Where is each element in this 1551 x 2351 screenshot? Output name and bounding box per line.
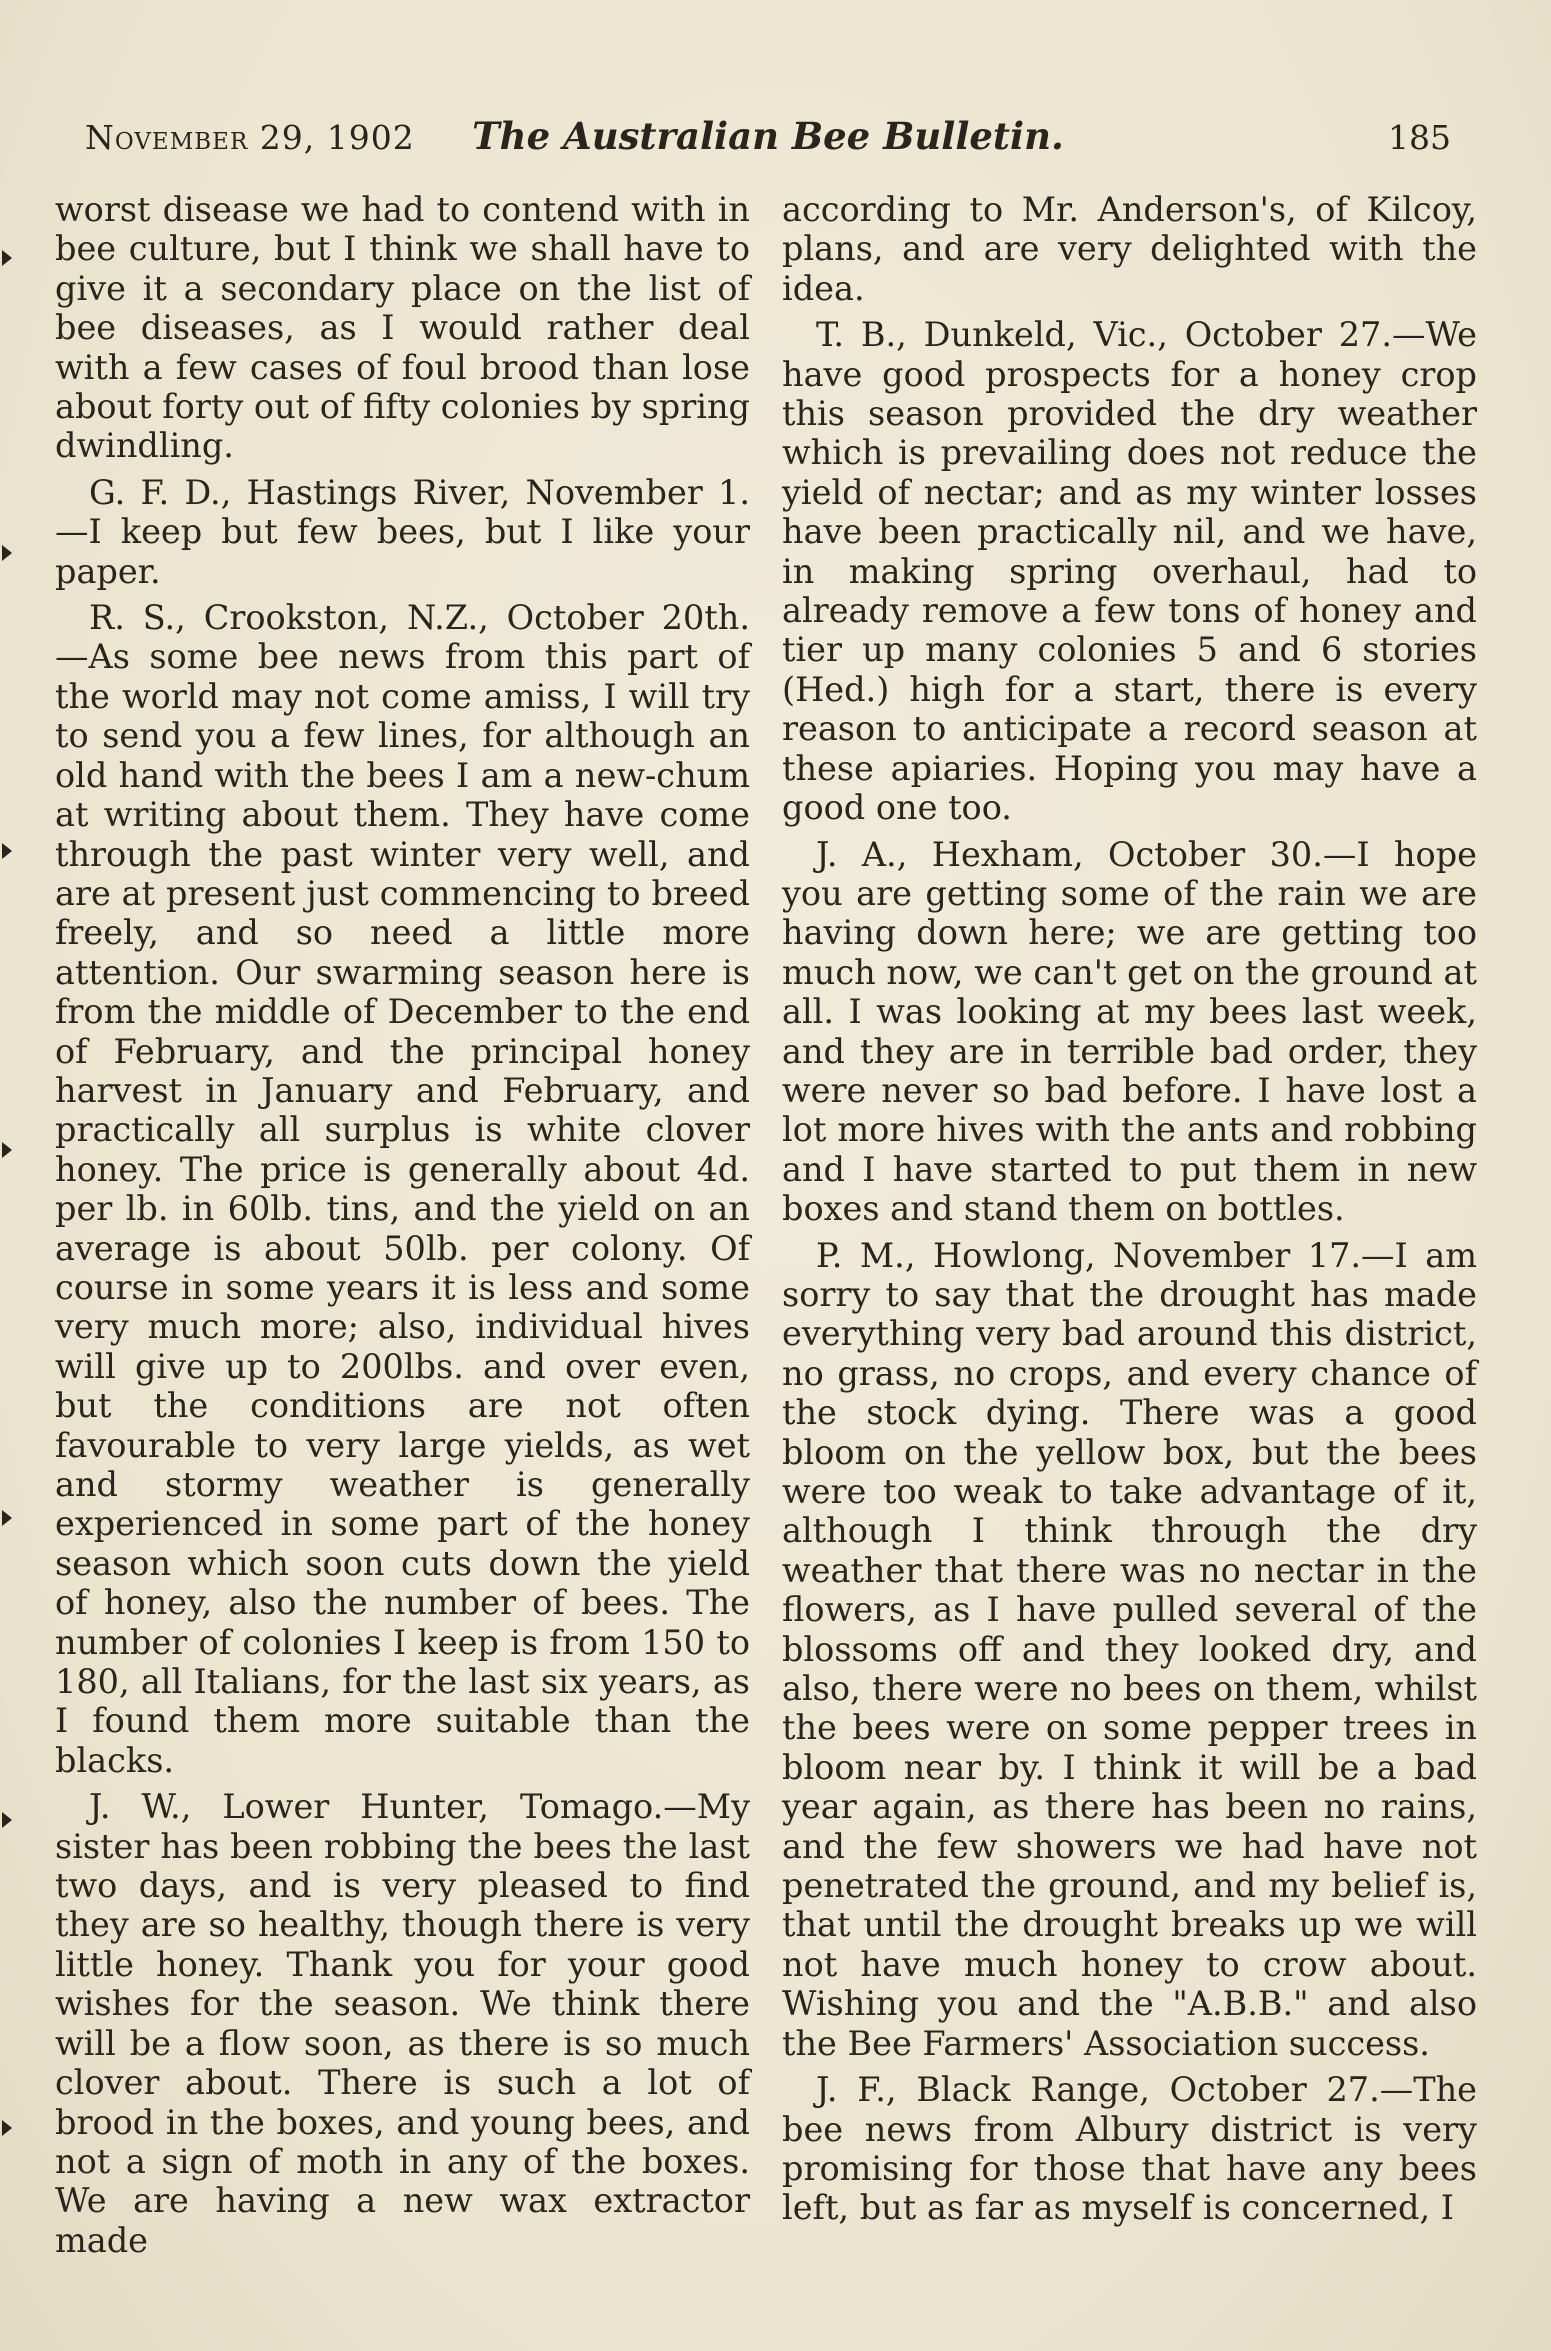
left-column	[55, 190, 750, 2260]
paragraph: J. W., Lower Hunter, Tomago.—My sister has been robbing the bees the last two days, and is very pleased to find they are so healthy, though there is very little honey. Thank you for your good wishes for the season. We think there will be a flow soon, as there is so much clover about. There is such a lot of brood in the boxes, and young bees, and not a sign of moth in any of the boxes. We are having a new wax extractor made	[55, 1787, 750, 2260]
paragraph: T. B., Dunkeld, Vic., October 27.—We have good prospects for a honey crop this season provided the dry weather which is prevailing does not reduce the yield of nectar; and as my winter losses have been practically nil, and we have, in making spring overhaul, had to already remove a few tons of honey and tier up many colonies 5 and 6 stories (Hed.) high for a start, there is every reason to anticipate a record season at these apiaries. Hoping you may have a good one too.	[782, 315, 1477, 828]
right-column	[782, 190, 1477, 2228]
paragraph: J. F., Black Range, October 27.—The bee news from Albury district is very promising for those that have any bees left, but as far as myself is concerned, I	[782, 2070, 1477, 2228]
paragraph: R. S., Crookston, N.Z., October 20th. —As some bee news from this part of the world may not come amiss, I will try to send you a few lines, for although an old hand with the bees I am a new-chum at writing about them. They have come through the past winter very well, and are at present just commencing to breed freely, and so need a little more attention. Our swarming season here is from the middle of December to the end of February, and the principal honey harvest in January and February, and practically all surplus is white clover honey. The price is generally about 4d. per lb. in 60lb. tins, and the yield on an average is about 50lb. per colony. Of course in some years it is less and some very much more; also, individual hives will give up to 200lbs. and over even, but the conditions are not often favourable to very large yields, as wet and stormy weather is generally experienced in some part of the honey season which soon cuts down the yield of honey, also the number of bees. The number of colonies I keep is from 150 to 180, all Italians, for the last six years, as I found them more suitable than the blacks.	[55, 598, 750, 1780]
margin-arrow-icon	[2, 2120, 12, 2136]
margin-marks	[0, 0, 20, 2351]
page-number: 185	[1388, 118, 1451, 157]
margin-arrow-icon	[2, 843, 12, 859]
paragraph: according to Mr. Anderson's, of Kilcoy, plans, and are very delighted with the idea.	[782, 190, 1477, 308]
paragraph: J. A., Hexham, October 30.—I hope you are getting some of the rain we are having down here; we are getting too much now, we can't get on the ground at all. I was looking at my bees last week, and they are in terrible bad order, they were never so bad before. I have lost a lot more hives with the ants and robbing and I have started to put them in new boxes and stand them on bottles.	[782, 834, 1477, 1229]
paragraph: G. F. D., Hastings River, November 1.—I keep but few bees, but I like your paper.	[55, 472, 750, 591]
margin-arrow-icon	[2, 1510, 12, 1526]
paragraph: P. M., Howlong, November 17.—I am sorry to say that the drought has made everything very bad around this district, no grass, no crops, and every chance of the stock dying. There was a good bloom on the yellow box, but the bees were too weak to take advantage of it, although I think through the dry weather that there was no nectar in the flowers, as I have pulled several of the blossoms off and they looked dry, and also, there were no bees on them, whilst the bees were on some pepper trees in bloom near by. I think it will be a bad year again, as there has been no rains, and the few showers we had have not penetrated the ground, and my belief is, that until the drought breaks up we will not have much honey to crow about. Wishing you and the "A.B.B." and also the Bee Farmers' Association success.	[782, 1235, 1477, 2063]
margin-arrow-icon	[2, 1812, 12, 1828]
margin-arrow-icon	[2, 250, 12, 266]
issue-date: November 29, 1902	[85, 118, 415, 157]
margin-arrow-icon	[2, 545, 12, 561]
page-header	[85, 114, 1451, 168]
publication-title: The Australian Bee Bulletin.	[472, 114, 1064, 158]
paragraph: worst disease we had to contend with in bee culture, but I think we shall have to give it a secondary place on the list of bee diseases, as I would rather deal with a few cases of foul brood than lose about forty out of fifty colonies by spring dwindling.	[55, 190, 750, 466]
margin-arrow-icon	[2, 1142, 12, 1158]
